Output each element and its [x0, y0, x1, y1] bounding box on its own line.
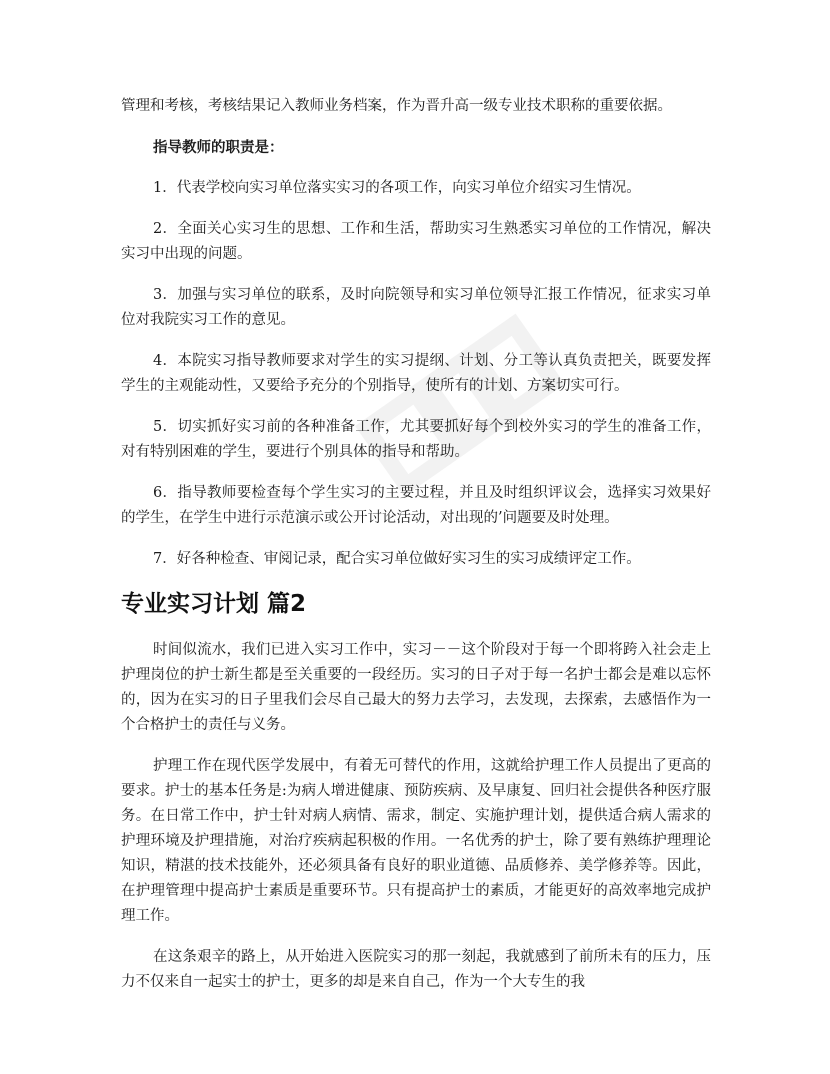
- duty-item-3: 3．加强与实习单位的联系，及时向院领导和实习单位领导汇报工作情况，征求实习单位对我院实习工作的意见。: [121, 287, 711, 328]
- duty-item-1: 1．代表学校向实习单位落实实习的各项工作，向实习单位介绍实习生情况。: [153, 180, 641, 196]
- duty-item-4: 4．本院实习指导教师要求对学生的实习提纲、计划、分工等认真负责把关，既要发挥学生的主观能动性，又要给予充分的个别指导，使所有的计划、方案切实可行。: [121, 353, 711, 394]
- duties-heading: 指导教师的职责是：: [153, 139, 284, 156]
- duty-item-7: 7．好各种检查、审阅记录，配合实习单位做好实习生的实习成绩评定工作。: [153, 551, 641, 567]
- body-paragraph-3: 在这条艰辛的路上，从开始进入医院实习的那一刻起，我就感到了前所未有的压力，压力不仅来自一起实士的护士，更多的却是来自自己，作为一个大专生的我: [121, 949, 711, 990]
- duty-item-5: 5．切实抓好实习前的各种准备工作，尤其要抓好每个到校外实习的学生的准备工作，对有特别困难的学生，要进行个别具体的指导和帮助。: [121, 419, 711, 460]
- duty-item-6: 6．指导教师要检查每个学生实习的主要过程，并且及时组织评议会，选择实习效果好的学生，在学生中进行示范演示或公开讨论活动，对出现的’问题要及时处理。: [121, 485, 711, 526]
- body-paragraph-2: 护理工作在现代医学发展中，有着无可替代的作用，这就给护理工作人员提出了更高的要求。护士的基本任务是:为病人增进健康、预防疾病、及早康复、回归社会提供各种医疗服务。在日常工作中，护士针对病人病情、需求，制定、实施护理计划，提供适合病人需求的护理环境及护理措施，对治疗疾病起积极的作用。一名优秀的护士，除了要有熟练护理理论知识，精湛的技术技能外，还必须具备有良好的职业道德、品质修养、美学修养等。因此，在护理管理中提高护士素质是重要环节。只有提高护士的素质，才能更好的高效率地完成护理工作。: [121, 758, 711, 924]
- body-paragraph-1: 时间似流水，我们已进入实习工作中，实习－－这个阶段对于每一个即将跨入社会走上护理岗位的护士新生都是至关重要的一段经历。实习的日子对于每一名护士都会是难以忘怀的，因为在实习的日子里我们会尽自己最大的努力去学习，去发现，去探索，去感悟作为一个合格护士的责任与义务。: [121, 642, 711, 733]
- section-title: 专业实习计划 篇2: [121, 591, 307, 617]
- document-body: [121, 94, 711, 995]
- duty-item-2: 2．全面关心实习生的思想、工作和生活，帮助实习生熟悉实习单位的工作情况，解决实习中出现的问题。: [121, 221, 711, 262]
- paragraph-continuation: 管理和考核，考核结果记入教师业务档案，作为晋升高一级专业技术职称的重要依据。: [121, 98, 672, 114]
